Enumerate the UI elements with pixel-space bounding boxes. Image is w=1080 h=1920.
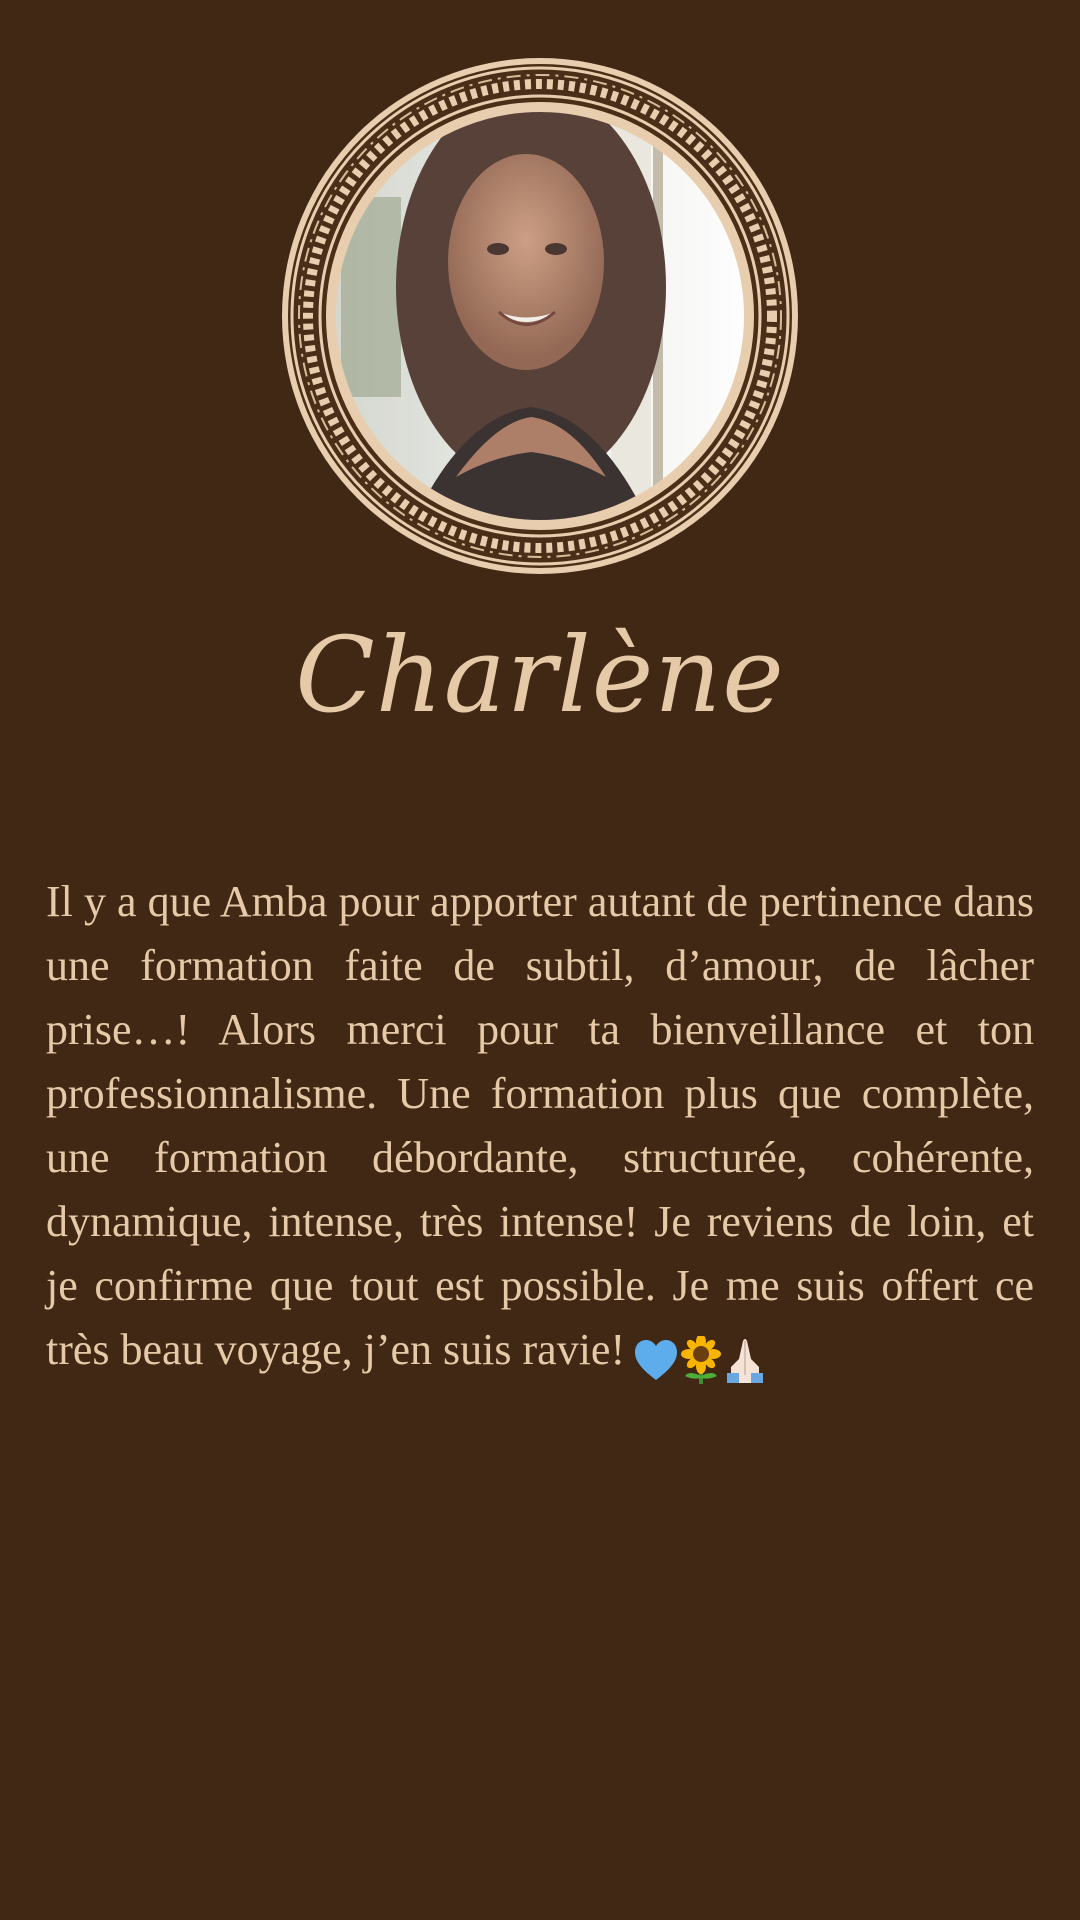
portrait-photo-icon (281, 57, 799, 575)
sunflower-icon (679, 1336, 723, 1384)
blue-heart-icon (633, 1338, 679, 1382)
folded-hands-icon (723, 1337, 767, 1383)
testimonial-body: Il y a que Amba pour apporter autant de pertinence dans une formation faite de subtil, d’amour, de lâcher prise…! Alors merci pour ta bienveillance et ton professionnalisme. Une formation plus que complète, une formation débordante, structurée, cohérente, dynamique, intense, très intense! Je reviens de loin, et je confirme que tout est possible. Je me suis offert ce très beau voyage, j’en suis ravie! (46, 877, 1034, 1374)
portrait-frame (281, 57, 799, 575)
testimonial-text (46, 870, 1034, 1388)
testimonial-name: Charlène (295, 614, 785, 736)
emoji-group (633, 1324, 767, 1388)
